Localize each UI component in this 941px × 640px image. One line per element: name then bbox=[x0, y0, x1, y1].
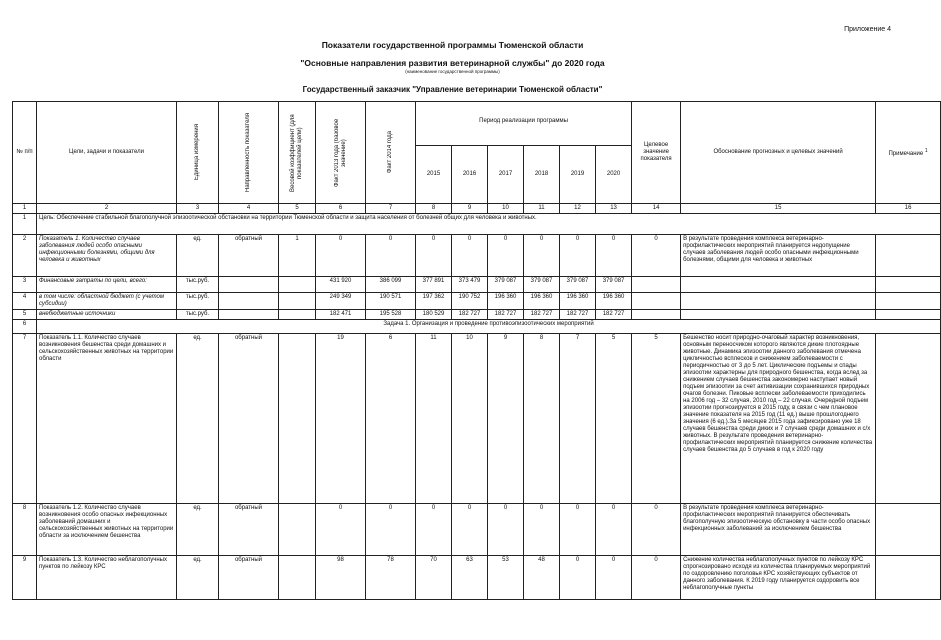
note-cell bbox=[876, 277, 941, 293]
direction-cell: обратный bbox=[219, 334, 279, 504]
column-number-row bbox=[13, 204, 941, 214]
row-number: 2 bbox=[13, 235, 37, 277]
row-number: 7 bbox=[13, 334, 37, 504]
goal-row bbox=[13, 214, 941, 235]
weight-cell bbox=[279, 556, 316, 600]
col-justification-header: Обоснование прогнозных и целевых значений bbox=[681, 102, 876, 204]
year-value: 0 bbox=[488, 235, 524, 277]
target-cell: 0 bbox=[632, 235, 681, 277]
column-number: 15 bbox=[681, 204, 876, 214]
target-cell bbox=[632, 293, 681, 310]
weight-cell bbox=[279, 293, 316, 310]
column-number: 7 bbox=[366, 204, 416, 214]
column-number: 8 bbox=[416, 204, 452, 214]
year-value: 182 727 bbox=[596, 310, 632, 320]
table-row bbox=[13, 334, 941, 504]
col-num-header: № п/п bbox=[13, 102, 37, 204]
direction-cell bbox=[219, 277, 279, 293]
row-number: 6 bbox=[13, 320, 37, 334]
year-value: 196 360 bbox=[488, 293, 524, 310]
year-header: 2019 bbox=[560, 146, 596, 204]
unit-cell: ед. bbox=[177, 556, 219, 600]
unit-cell: ед. bbox=[177, 504, 219, 556]
year-value: 182 727 bbox=[452, 310, 488, 320]
goal-text: Цель: Обеспечение стабильной благополучной эпизоотической обстановки на территории Тюменской области и защита населения от болезней общих для человека и животных. bbox=[37, 214, 941, 235]
weight-cell: 1 bbox=[279, 235, 316, 277]
year-value: 5 bbox=[596, 334, 632, 504]
year-value: 196 360 bbox=[596, 293, 632, 310]
indicator-name: Показатель 1.1. Количество случаев возникновения бешенства среди домашних и сельскохозяйственных животных на территории области bbox=[37, 334, 177, 504]
column-number: 16 bbox=[876, 204, 941, 214]
year-value: 53 bbox=[488, 556, 524, 600]
year-value: 11 bbox=[416, 334, 452, 504]
year-value: 0 bbox=[560, 504, 596, 556]
fact2013-cell: 249 349 bbox=[316, 293, 366, 310]
column-number: 2 bbox=[37, 204, 177, 214]
year-value: 7 bbox=[560, 334, 596, 504]
year-value: 8 bbox=[524, 334, 560, 504]
row-number: 1 bbox=[13, 214, 37, 235]
fact2013-cell: 431 920 bbox=[316, 277, 366, 293]
year-header: 2020 bbox=[596, 146, 632, 204]
year-value: 182 727 bbox=[524, 310, 560, 320]
row-number: 8 bbox=[13, 504, 37, 556]
customer-line: Государственный заказчик "Управление ветеринарии Тюменской области" bbox=[302, 85, 603, 94]
fact2013-cell: 0 bbox=[316, 504, 366, 556]
unit-cell: тыс.руб. bbox=[177, 293, 219, 310]
weight-cell bbox=[279, 334, 316, 504]
justification-cell bbox=[681, 293, 876, 310]
fact2014-cell: 6 bbox=[366, 334, 416, 504]
col-note-header: Примечание $^1$ bbox=[876, 102, 941, 204]
indicator-name: Показатель 1.2. Количество случаев возникновения особо опасных инфекционных заболеваний домашних и сельскохозяйственных животных на территории области за исключением бешенства bbox=[37, 504, 177, 556]
year-value: 0 bbox=[596, 235, 632, 277]
note-cell bbox=[876, 235, 941, 277]
table-row bbox=[13, 235, 941, 277]
fact2014-cell: 78 bbox=[366, 556, 416, 600]
column-number: 12 bbox=[560, 204, 596, 214]
year-value: 377 891 bbox=[416, 277, 452, 293]
unit-cell: ед. bbox=[177, 235, 219, 277]
note-cell bbox=[876, 293, 941, 310]
note-cell bbox=[876, 556, 941, 600]
col-direction-header: Направленность показателя bbox=[219, 102, 279, 204]
column-number: 1 bbox=[13, 204, 37, 214]
year-value: 0 bbox=[416, 235, 452, 277]
table-row bbox=[13, 504, 941, 556]
program-name: "Основные направления развития ветеринарной службы" до 2020 года bbox=[300, 58, 605, 68]
year-header: 2016 bbox=[452, 146, 488, 204]
fact2013-cell: 19 bbox=[316, 334, 366, 504]
row-number: 9 bbox=[13, 556, 37, 600]
note-cell bbox=[876, 334, 941, 504]
year-value: 182 727 bbox=[488, 310, 524, 320]
indicator-name: внебюджетные источники bbox=[37, 310, 177, 320]
col-unit-header: Единица измерения bbox=[177, 102, 219, 204]
year-value: 0 bbox=[560, 235, 596, 277]
target-cell: 0 bbox=[632, 504, 681, 556]
task-row bbox=[13, 320, 941, 334]
year-value: 196 360 bbox=[560, 293, 596, 310]
col-fact2013-header: Факт 2013 года (базовое значение) bbox=[316, 102, 366, 204]
justification-cell: Снижение количества неблагополучных пунктов по лейкозу КРС спрогнозировано исходя из количества планируемых мероприятий по оздоровлению поголовья КРС хозяйствующих субъектов от данного заболевания. К 2019 году планируется оздоровить все неблагополучные пункты bbox=[681, 556, 876, 600]
direction-cell: обратный bbox=[219, 556, 279, 600]
year-value: 0 bbox=[524, 235, 560, 277]
target-cell: 0 bbox=[632, 556, 681, 600]
indicator-name: Финансовые затраты по цели, всего: bbox=[37, 277, 177, 293]
appendix-label: Приложение 4 bbox=[844, 26, 891, 33]
justification-cell bbox=[681, 277, 876, 293]
year-value: 0 bbox=[524, 504, 560, 556]
col-target-header: Целевое значение показателя bbox=[632, 102, 681, 204]
document-title: Показатели государственной программы Тюменской области bbox=[321, 40, 584, 50]
year-value: 190 752 bbox=[452, 293, 488, 310]
year-value: 0 bbox=[452, 235, 488, 277]
fact2013-cell: 98 bbox=[316, 556, 366, 600]
year-value: 379 087 bbox=[524, 277, 560, 293]
unit-cell: тыс.руб. bbox=[177, 277, 219, 293]
note-cell bbox=[876, 310, 941, 320]
fact2014-cell: 0 bbox=[366, 504, 416, 556]
fact2014-cell: 0 bbox=[366, 235, 416, 277]
header-row-1 bbox=[13, 102, 941, 146]
column-number: 9 bbox=[452, 204, 488, 214]
fact2013-cell: 182 471 bbox=[316, 310, 366, 320]
column-number: 11 bbox=[524, 204, 560, 214]
column-number: 14 bbox=[632, 204, 681, 214]
year-value: 0 bbox=[416, 504, 452, 556]
justification-cell bbox=[681, 310, 876, 320]
year-header: 2017 bbox=[488, 146, 524, 204]
year-value: 379 087 bbox=[596, 277, 632, 293]
year-value: 196 360 bbox=[524, 293, 560, 310]
column-number: 3 bbox=[177, 204, 219, 214]
year-value: 180 529 bbox=[416, 310, 452, 320]
col-fact2014-header: Факт 2014 года bbox=[366, 102, 416, 204]
year-value: 9 bbox=[488, 334, 524, 504]
target-cell: 5 bbox=[632, 334, 681, 504]
column-number: 10 bbox=[488, 204, 524, 214]
col-period-header: Период реализации программы bbox=[416, 102, 632, 146]
justification-cell: Бешенство носит природно-очаговый характер возникновения, основным переносчиком которого являются дикие плотоядные животные. Динамика эпизоотии данного заболевания отмечена цикличностью всплесков и снижением заболеваемости с периодичностью от 3 до 5 лет. Циклические подъемы и спады эпизоотии характерны для природного бешенства, когда вслед за снижением случаев бешенства закономерно наступает новый подъем эпизоотии за счет активизации сохранившихся природных очагов болезни. Пиковые всплески заболеваемости приходились на 2006 год – 32 случая, 2010 год – 22 случая. Очередной подъем эпизоотии прогнозируется в 2015 году, в связи с чем плановое значение показателя на 2015 год (11 ед.) выше прошлогоднего значения (6 ед.).За 5 месяцев 2015 года зафиксировано уже 18 случаев бешенства среди диких и 7 случаев среди домашних и с/х животных. В результате проведения ветеринарно-профилактических мероприятий планируется снижение количества случаев бешенства до 5 случаев в год к 2020 году bbox=[681, 334, 876, 504]
column-number: 6 bbox=[316, 204, 366, 214]
year-header: 2015 bbox=[416, 146, 452, 204]
target-cell bbox=[632, 310, 681, 320]
column-number: 4 bbox=[219, 204, 279, 214]
fact2013-cell: 0 bbox=[316, 235, 366, 277]
indicator-name: Показатель 1. Количество случаев заболевания людей особо опасными инфекционными болезнями, общими для человека и животных bbox=[37, 235, 177, 277]
year-value: 0 bbox=[560, 556, 596, 600]
weight-cell bbox=[279, 310, 316, 320]
unit-cell: ед. bbox=[177, 334, 219, 504]
fact2014-cell: 190 571 bbox=[366, 293, 416, 310]
year-value: 379 087 bbox=[560, 277, 596, 293]
table-row bbox=[13, 310, 941, 320]
direction-cell bbox=[219, 293, 279, 310]
year-value: 63 bbox=[452, 556, 488, 600]
year-value: 0 bbox=[488, 504, 524, 556]
col-goal-header: Цели, задачи и показатели bbox=[37, 102, 177, 204]
table-row bbox=[13, 277, 941, 293]
program-name-caption: (наименование государственной программы) bbox=[405, 69, 500, 74]
direction-cell: обратный bbox=[219, 504, 279, 556]
year-header: 2018 bbox=[524, 146, 560, 204]
weight-cell bbox=[279, 277, 316, 293]
year-value: 48 bbox=[524, 556, 560, 600]
year-value: 0 bbox=[452, 504, 488, 556]
direction-cell: обратный bbox=[219, 235, 279, 277]
year-value: 70 bbox=[416, 556, 452, 600]
column-number: 5 bbox=[279, 204, 316, 214]
column-number: 13 bbox=[596, 204, 632, 214]
indicator-name: Показатель 1.3. Количество неблагополучных пунктов по лейкозу КРС bbox=[37, 556, 177, 600]
row-number: 3 bbox=[13, 277, 37, 293]
table-row bbox=[13, 293, 941, 310]
year-value: 0 bbox=[596, 556, 632, 600]
direction-cell bbox=[219, 310, 279, 320]
fact2014-cell: 195 528 bbox=[366, 310, 416, 320]
note-cell bbox=[876, 504, 941, 556]
indicators-table bbox=[12, 101, 941, 600]
fact2014-cell: 386 099 bbox=[366, 277, 416, 293]
year-value: 373 479 bbox=[452, 277, 488, 293]
year-value: 197 362 bbox=[416, 293, 452, 310]
task-text: Задача 1. Организация и проведение противоэпизоотических мероприятий bbox=[37, 320, 941, 334]
unit-cell: тыс.руб. bbox=[177, 310, 219, 320]
row-number: 4 bbox=[13, 293, 37, 310]
year-value: 0 bbox=[596, 504, 632, 556]
weight-cell bbox=[279, 504, 316, 556]
indicator-name: в том числе: областной бюджет (с учетом субсидии) bbox=[37, 293, 177, 310]
row-number: 5 bbox=[13, 310, 37, 320]
justification-cell: В результате проведения комплекса ветеринарно-профилактических мероприятий планируется обеспечивать благополучную эпизоотическую обстановку в части особо опасных инфекционных заболеваний за исключением бешенства bbox=[681, 504, 876, 556]
year-value: 182 727 bbox=[560, 310, 596, 320]
col-weight-header: Весовой коэффициент (для показателей цели) bbox=[279, 102, 316, 204]
target-cell bbox=[632, 277, 681, 293]
justification-cell: В результате проведения комплекса ветеринарно-профилактических мероприятий планируется недопущение случаев заболевания людей особо опасными инфекционными болезнями, общими для человека и животных bbox=[681, 235, 876, 277]
table-row bbox=[13, 556, 941, 600]
year-value: 379 087 bbox=[488, 277, 524, 293]
year-value: 10 bbox=[452, 334, 488, 504]
